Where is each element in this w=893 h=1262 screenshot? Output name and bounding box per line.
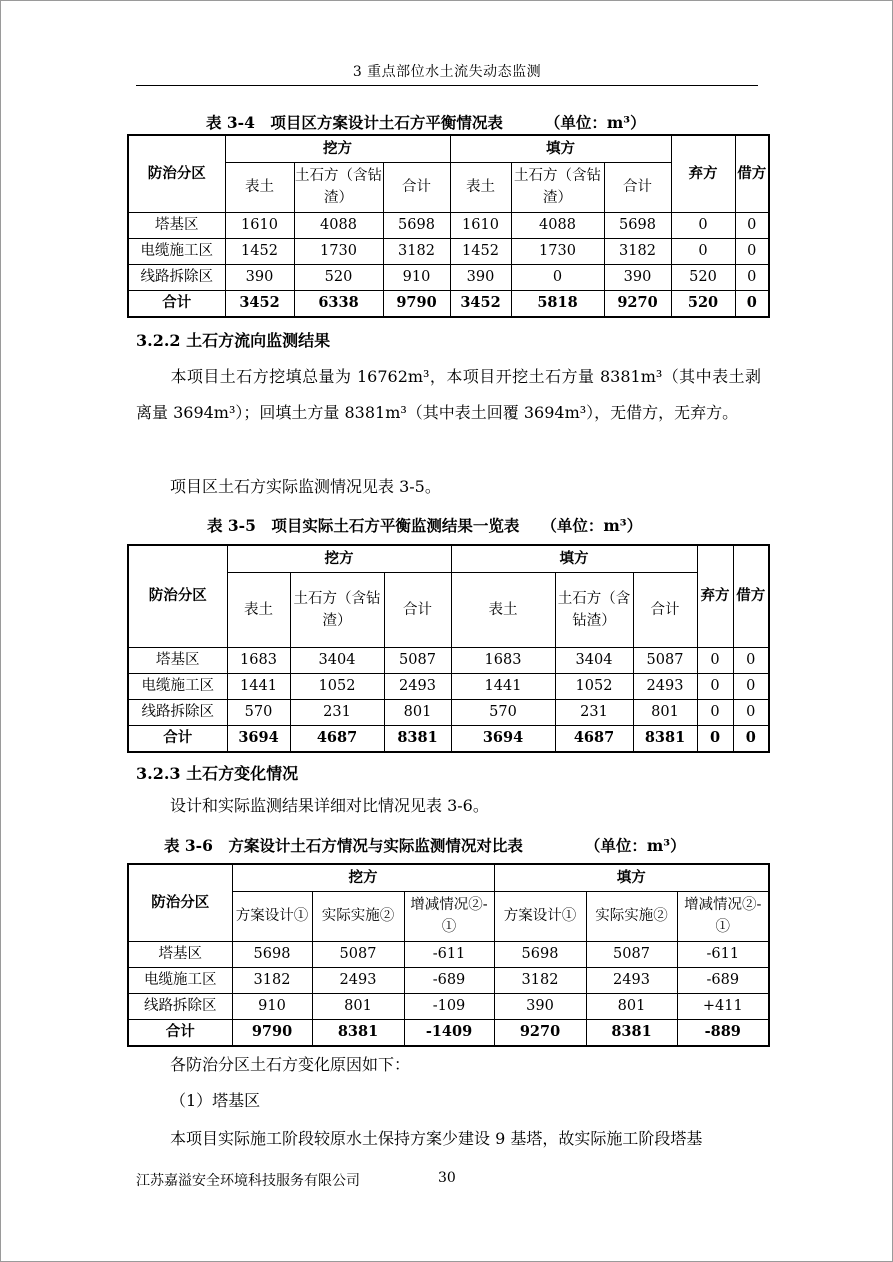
cell: 5818 [511, 290, 604, 317]
header-dig-topsoil: 表土 [227, 572, 290, 647]
header-fill-earth: 土石方（含钻渣） [555, 572, 633, 647]
table-row [128, 647, 769, 673]
paragraph-text: （1）塔基区 [170, 1091, 261, 1110]
cell: 0 [733, 725, 769, 752]
cell: 3694 [451, 725, 555, 752]
cell: 3452 [450, 290, 511, 317]
header-waste: 弃方 [671, 135, 735, 212]
cell: 9790 [232, 1019, 312, 1046]
paragraph-text: 项目区土石方实际监测情况见表 3-5。 [170, 477, 441, 496]
cell: +411 [677, 993, 769, 1019]
table-row [128, 673, 769, 699]
cell: 1683 [227, 647, 290, 673]
cell: 0 [697, 725, 733, 752]
header-zone: 防治分区 [128, 864, 232, 941]
cell: 390 [225, 264, 294, 290]
header-dig-change: 增减情况②-① [404, 891, 494, 941]
header-fill-sum: 合计 [604, 162, 671, 212]
cell: 5087 [633, 647, 697, 673]
cell: 合计 [128, 1019, 232, 1046]
cell: 4088 [511, 212, 604, 238]
table-3-6-unit: （单位：m³） [584, 836, 686, 855]
cell: 3182 [232, 967, 312, 993]
cell: 570 [451, 699, 555, 725]
cell: 9270 [494, 1019, 586, 1046]
cell: 231 [555, 699, 633, 725]
cell: 5698 [604, 212, 671, 238]
cell: 合计 [128, 290, 225, 317]
table-row [128, 212, 769, 238]
cell: 5087 [586, 941, 677, 967]
cell: -889 [677, 1019, 769, 1046]
header-fill-sum: 合计 [633, 572, 697, 647]
table-total-row [128, 290, 769, 317]
cell: 塔基区 [128, 941, 232, 967]
cell: 5087 [384, 647, 451, 673]
table-3-4-unit: （单位：m³） [544, 113, 646, 132]
cell: 1452 [225, 238, 294, 264]
cell: 3404 [555, 647, 633, 673]
cell: 0 [735, 264, 769, 290]
header-zone: 防治分区 [128, 545, 227, 647]
table-total-row [128, 1019, 769, 1046]
cell: 1052 [290, 673, 384, 699]
header-dig-earth: 土石方（含钻渣） [290, 572, 384, 647]
cell: 8381 [384, 725, 451, 752]
cell: 390 [450, 264, 511, 290]
header-fill-change: 增减情况②-① [677, 891, 769, 941]
table-row [128, 264, 769, 290]
cell: 910 [232, 993, 312, 1019]
cell: 0 [733, 699, 769, 725]
cell: 0 [735, 212, 769, 238]
cell: 1730 [294, 238, 383, 264]
header-fill-earth: 土石方（含钻渣） [511, 162, 604, 212]
chapter-header: 3 重点部位水土流失动态监测 [352, 64, 542, 80]
cell: 801 [384, 699, 451, 725]
cell: 0 [511, 264, 604, 290]
cell: 电缆施工区 [128, 238, 225, 264]
cell: -611 [677, 941, 769, 967]
table-3-6 [127, 863, 770, 1047]
cell: 1730 [511, 238, 604, 264]
cell: 801 [633, 699, 697, 725]
header-waste: 弃方 [697, 545, 733, 647]
paragraph-tower-area [136, 1121, 761, 1157]
cell: 4088 [294, 212, 383, 238]
page-footer [136, 1170, 456, 1190]
table-3-5-unit: （单位：m³） [541, 516, 643, 535]
cell: 9790 [383, 290, 450, 317]
cell: 0 [671, 212, 735, 238]
table-3-4 [127, 134, 770, 318]
cell: 6338 [294, 290, 383, 317]
cell: 390 [494, 993, 586, 1019]
cell: 5698 [232, 941, 312, 967]
cell: 3182 [494, 967, 586, 993]
section-heading-3-2-3: 3.2.3 土石方变化情况 [136, 764, 299, 783]
cell: 231 [290, 699, 384, 725]
cell: 801 [586, 993, 677, 1019]
cell: -689 [404, 967, 494, 993]
header-borrow: 借方 [735, 135, 769, 212]
cell: 570 [227, 699, 290, 725]
cell: 8381 [633, 725, 697, 752]
cell: 0 [733, 673, 769, 699]
cell: 1052 [555, 673, 633, 699]
cell: 电缆施工区 [128, 673, 227, 699]
footer-company: 江苏嘉溢安全环境科技服务有限公司 [136, 1173, 360, 1189]
header-dig-topsoil: 表土 [225, 162, 294, 212]
header-dig: 挖方 [232, 864, 494, 891]
cell: -1409 [404, 1019, 494, 1046]
table-3-5-caption [207, 514, 642, 536]
cell: 0 [671, 238, 735, 264]
cell: 390 [604, 264, 671, 290]
table-row [128, 967, 769, 993]
table-3-6-caption [164, 834, 686, 856]
cell: 线路拆除区 [128, 699, 227, 725]
cell: 1610 [450, 212, 511, 238]
cell: 2493 [633, 673, 697, 699]
cell: 0 [735, 238, 769, 264]
header-dig-design: 方案设计① [232, 891, 312, 941]
table-row [128, 941, 769, 967]
paragraph-text: 本项目土石方挖填总量为 16762m³，本项目开挖土石方量 8381m³（其中表土剥离量 3694m³）；回填土方量 8381m³（其中表土回覆 3694m³），无借方，无弃方。 [136, 367, 761, 422]
paragraph-earthwork-total [136, 359, 761, 431]
cell: 520 [671, 264, 735, 290]
cell: 520 [671, 290, 735, 317]
paragraph-compare [136, 788, 761, 824]
cell: 0 [697, 699, 733, 725]
cell: 2493 [586, 967, 677, 993]
paragraph-reasons [136, 1047, 761, 1083]
cell: -689 [677, 967, 769, 993]
cell: 3182 [383, 238, 450, 264]
cell: 线路拆除区 [128, 264, 225, 290]
header-dig-actual: 实际实施② [312, 891, 404, 941]
cell: 4687 [290, 725, 384, 752]
header-borrow: 借方 [733, 545, 769, 647]
cell: 520 [294, 264, 383, 290]
cell: 8381 [312, 1019, 404, 1046]
cell: 0 [697, 673, 733, 699]
table-3-6-title: 表 3-6 方案设计土石方情况与实际监测情况对比表 [164, 836, 523, 855]
page-number: 30 [438, 1170, 456, 1186]
cell: 2493 [312, 967, 404, 993]
cell: 2493 [384, 673, 451, 699]
table-row [128, 238, 769, 264]
header-dig-earth: 土石方（含钻渣） [294, 162, 383, 212]
cell: 3452 [225, 290, 294, 317]
cell: 1683 [451, 647, 555, 673]
paragraph-see-table [136, 469, 761, 505]
section-heading-3-2-2: 3.2.2 土石方流向监测结果 [136, 331, 331, 350]
cell: 3182 [604, 238, 671, 264]
cell: 0 [733, 647, 769, 673]
cell: 1441 [227, 673, 290, 699]
cell: -611 [404, 941, 494, 967]
table-row [128, 993, 769, 1019]
header-fill: 填方 [451, 545, 697, 572]
header-zone: 防治分区 [128, 135, 225, 212]
paragraph-text: 各防治分区土石方变化原因如下： [170, 1055, 411, 1074]
cell: 线路拆除区 [128, 993, 232, 1019]
cell: 电缆施工区 [128, 967, 232, 993]
table-3-5 [127, 544, 770, 753]
paragraph-text: 本项目实际施工阶段较原水土保持方案少建设 9 基塔，故实际施工阶段塔基 [170, 1129, 703, 1148]
table-3-4-title: 表 3-4 项目区方案设计土石方平衡情况表 [206, 113, 503, 132]
cell: 4687 [555, 725, 633, 752]
table-row [128, 699, 769, 725]
header-dig: 挖方 [227, 545, 451, 572]
cell: 塔基区 [128, 212, 225, 238]
header-fill-design: 方案设计① [494, 891, 586, 941]
table-3-5-title: 表 3-5 项目实际土石方平衡监测结果一览表 [207, 516, 520, 535]
paragraph-text: 设计和实际监测结果详细对比情况见表 3-6。 [170, 796, 489, 815]
cell: 1452 [450, 238, 511, 264]
cell: 5087 [312, 941, 404, 967]
cell: 5698 [494, 941, 586, 967]
cell: 9270 [604, 290, 671, 317]
header-rule [136, 85, 758, 86]
cell: 1441 [451, 673, 555, 699]
cell: 1610 [225, 212, 294, 238]
header-fill: 填方 [494, 864, 769, 891]
header-fill: 填方 [450, 135, 671, 162]
table-total-row [128, 725, 769, 752]
header-fill-actual: 实际实施② [586, 891, 677, 941]
cell: 3404 [290, 647, 384, 673]
header-fill-topsoil: 表土 [451, 572, 555, 647]
cell: 801 [312, 993, 404, 1019]
cell: 0 [735, 290, 769, 317]
table-3-4-caption [206, 111, 646, 133]
cell: 塔基区 [128, 647, 227, 673]
paragraph-subheading [136, 1083, 761, 1119]
cell: 8381 [586, 1019, 677, 1046]
cell: 合计 [128, 725, 227, 752]
header-fill-topsoil: 表土 [450, 162, 511, 212]
cell: 910 [383, 264, 450, 290]
cell: 3694 [227, 725, 290, 752]
cell: 5698 [383, 212, 450, 238]
header-dig-sum: 合计 [383, 162, 450, 212]
cell: 0 [697, 647, 733, 673]
cell: -109 [404, 993, 494, 1019]
header-dig: 挖方 [225, 135, 450, 162]
header-dig-sum: 合计 [384, 572, 451, 647]
